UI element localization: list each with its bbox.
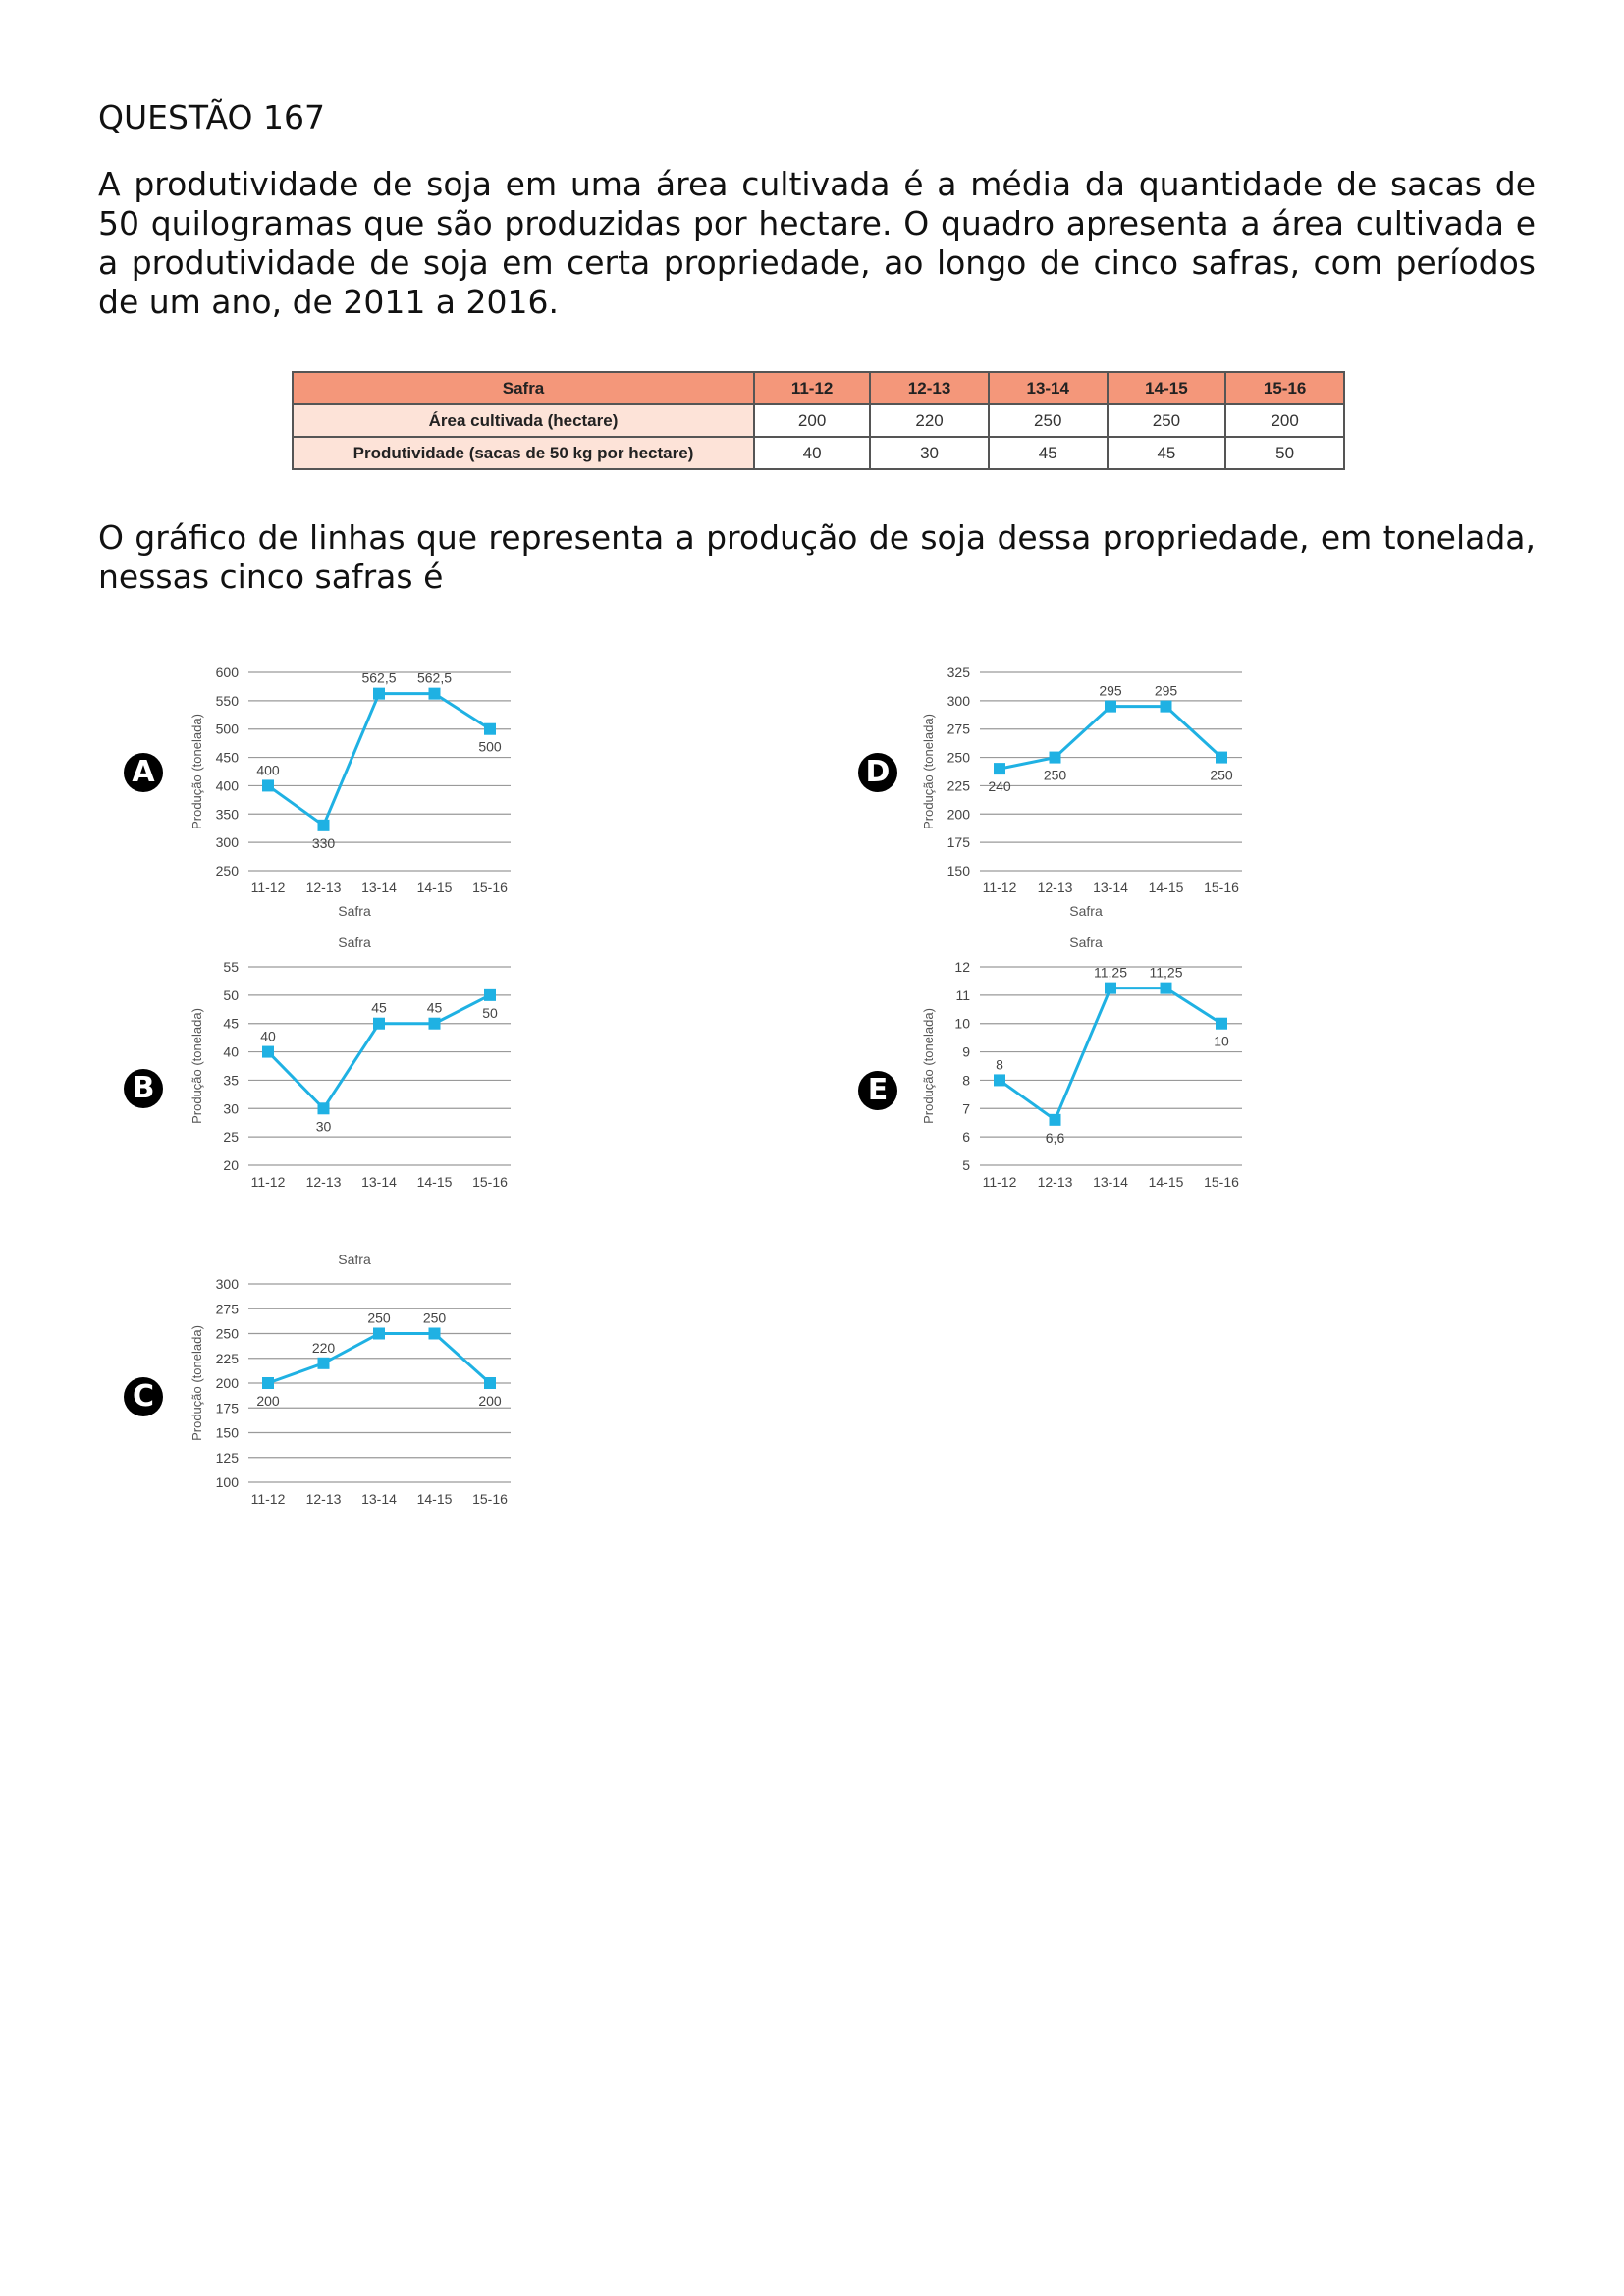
y-tick-label: 250: [215, 863, 239, 879]
data-point: [318, 1358, 330, 1369]
x-tick-label: 11-12: [250, 1491, 286, 1507]
y-axis-label: Produção (tonelada): [921, 1008, 936, 1124]
y-tick-label: 400: [215, 777, 239, 794]
y-axis-label: Produção (tonelada): [921, 714, 936, 829]
y-tick-label: 11: [955, 987, 970, 1003]
x-tick-label: 12-13: [1037, 880, 1073, 895]
data-label: 500: [478, 738, 502, 755]
x-tick-label: 14-15: [416, 1491, 453, 1507]
data-point: [373, 688, 385, 700]
data-table: [292, 371, 1345, 470]
data-point: [484, 1377, 496, 1389]
data-point: [1105, 701, 1116, 713]
x-tick-label: 13-14: [1093, 1174, 1128, 1190]
y-tick-label: 275: [215, 1301, 239, 1317]
table-row: [293, 437, 1344, 469]
row-label-area: Área cultivada (hectare): [293, 404, 754, 437]
x-tick-label: 15-16: [1204, 880, 1239, 895]
data-label: 295: [1099, 682, 1122, 699]
data-label: 220: [311, 1339, 336, 1356]
row-label-productivity: Produtividade (sacas de 50 kg por hectare): [293, 437, 754, 469]
table-header-cell: 11-12: [754, 372, 870, 404]
x-tick-label: 11-12: [250, 1174, 286, 1190]
table-cell: 200: [1225, 404, 1344, 437]
y-tick-label: 500: [215, 721, 239, 737]
chart-top-label: Safra: [338, 1255, 371, 1267]
y-tick-label: 275: [947, 721, 970, 737]
x-tick-label: 13-14: [361, 1491, 397, 1507]
y-tick-label: 9: [962, 1043, 970, 1060]
table-cell: 40: [754, 437, 870, 469]
option-d-badge[interactable]: D: [858, 753, 897, 792]
question-text: A produtividade de soja em uma área cultivada é a média da quantidade de sacas de 50 quilogramas que são produzidas por hectare. O quadro apresenta a área cultivada e a produtividade de soja em certa propriedade, ao longo de cinco safras, com períodos de um ano, de 2011 a 2016.: [98, 165, 1536, 321]
table-cell: 45: [1108, 437, 1226, 469]
table-header-cell: 12-13: [870, 372, 989, 404]
table-cell: 250: [1108, 404, 1226, 437]
data-label: 200: [256, 1393, 280, 1409]
x-tick-label: 14-15: [1148, 1174, 1184, 1190]
series-line: [1000, 988, 1221, 1120]
y-axis-label: Produção (tonelada): [189, 714, 204, 829]
y-tick-label: 350: [215, 806, 239, 823]
table-header-cell: 13-14: [989, 372, 1108, 404]
table-cell: 30: [870, 437, 989, 469]
y-tick-label: 225: [215, 1350, 239, 1366]
y-tick-label: 125: [215, 1449, 239, 1466]
question-prompt: O gráfico de linhas que representa a produção de soja dessa propriedade, em tonelada, nessas cinco safras é: [98, 518, 1536, 596]
y-tick-label: 175: [215, 1400, 239, 1416]
x-tick-label: 15-16: [1204, 1174, 1239, 1190]
data-label: 11,25: [1094, 964, 1127, 981]
x-tick-label: 12-13: [1037, 1174, 1073, 1190]
y-tick-label: 25: [223, 1129, 239, 1146]
data-label: 10: [1214, 1033, 1229, 1049]
x-tick-label: 12-13: [305, 880, 342, 895]
chart-option-c[interactable]: [182, 1255, 535, 1539]
y-tick-label: 150: [215, 1424, 239, 1441]
y-tick-label: 40: [223, 1043, 239, 1060]
y-tick-label: 450: [215, 749, 239, 766]
option-e-badge[interactable]: E: [858, 1071, 897, 1110]
table-row: [293, 404, 1344, 437]
y-tick-label: 8: [962, 1072, 970, 1089]
x-tick-label: 12-13: [305, 1174, 342, 1190]
data-point: [1050, 1114, 1061, 1126]
y-tick-label: 5: [962, 1157, 970, 1173]
y-axis-label: Produção (tonelada): [189, 1008, 204, 1124]
y-tick-label: 35: [223, 1072, 239, 1089]
x-tick-label: 11-12: [250, 880, 286, 895]
y-tick-label: 300: [215, 834, 239, 851]
data-label: 250: [1043, 767, 1067, 783]
chart-top-label: Safra: [1069, 937, 1103, 950]
table-header-cell: Safra: [293, 372, 754, 404]
chart-top-label: Safra: [338, 937, 371, 950]
data-label: 250: [1210, 767, 1233, 783]
y-tick-label: 100: [215, 1474, 239, 1490]
series-line: [1000, 707, 1221, 769]
y-tick-label: 250: [215, 1325, 239, 1342]
y-tick-label: 12: [954, 959, 970, 975]
data-point: [262, 1377, 274, 1389]
data-point: [262, 1046, 274, 1058]
data-point: [373, 1328, 385, 1340]
data-label: 30: [315, 1118, 332, 1135]
data-point: [318, 820, 330, 831]
x-tick-label: 14-15: [1148, 880, 1184, 895]
data-label: 562,5: [416, 669, 453, 686]
data-point: [1161, 983, 1172, 994]
x-tick-label: 13-14: [361, 1174, 397, 1190]
table-cell: 45: [989, 437, 1108, 469]
x-axis-label: Safra: [338, 903, 371, 919]
data-point: [262, 779, 274, 791]
x-tick-label: 13-14: [1093, 880, 1128, 895]
y-tick-label: 225: [947, 777, 970, 794]
y-tick-label: 200: [215, 1375, 239, 1391]
x-tick-label: 15-16: [472, 880, 508, 895]
data-point: [1105, 983, 1116, 994]
x-tick-label: 14-15: [416, 1174, 453, 1190]
chart-option-d[interactable]: [913, 643, 1267, 928]
x-tick-label: 12-13: [305, 1491, 342, 1507]
y-tick-label: 45: [223, 1015, 239, 1032]
y-tick-label: 175: [947, 834, 970, 851]
y-tick-label: 30: [223, 1100, 239, 1117]
x-axis-label: Safra: [1069, 903, 1103, 919]
y-tick-label: 6: [962, 1129, 970, 1146]
data-point: [373, 1018, 385, 1030]
y-tick-label: 10: [954, 1015, 970, 1032]
y-tick-label: 150: [947, 863, 970, 879]
x-tick-label: 13-14: [361, 880, 397, 895]
data-label: 40: [260, 1028, 276, 1044]
chart-option-b[interactable]: [182, 937, 535, 1222]
data-label: 330: [311, 834, 336, 851]
y-tick-label: 7: [962, 1100, 970, 1117]
data-label: 250: [422, 1309, 447, 1326]
option-b-badge[interactable]: B: [124, 1069, 163, 1108]
x-tick-label: 15-16: [472, 1491, 508, 1507]
y-tick-label: 250: [947, 749, 970, 766]
question-title: QUESTÃO 167: [98, 98, 325, 136]
data-point: [318, 1102, 330, 1114]
y-tick-label: 600: [215, 665, 239, 680]
data-label: 200: [478, 1393, 502, 1409]
series-line: [268, 694, 490, 826]
data-label: 50: [482, 1004, 498, 1021]
table-header-cell: 15-16: [1225, 372, 1344, 404]
y-tick-label: 55: [223, 959, 239, 975]
y-tick-label: 550: [215, 692, 239, 709]
x-tick-label: 15-16: [472, 1174, 508, 1190]
y-tick-label: 50: [223, 987, 239, 1003]
data-point: [429, 1328, 441, 1340]
data-point: [1050, 752, 1061, 764]
table-cell: 220: [870, 404, 989, 437]
data-label: 45: [426, 999, 443, 1016]
y-tick-label: 20: [223, 1157, 239, 1173]
y-tick-label: 325: [947, 665, 970, 680]
data-label: 400: [256, 762, 280, 778]
x-tick-label: 14-15: [416, 880, 453, 895]
data-label: 6,6: [1045, 1129, 1065, 1146]
data-point: [1216, 1018, 1227, 1030]
data-point: [994, 1074, 1005, 1086]
table-header-row: [293, 372, 1344, 404]
table-cell: 250: [989, 404, 1108, 437]
data-label: 562,5: [361, 669, 397, 686]
data-label: 8: [996, 1056, 1003, 1073]
data-label: 11,25: [1149, 964, 1183, 981]
table-header-cell: 14-15: [1108, 372, 1226, 404]
table-cell: 50: [1225, 437, 1344, 469]
chart-option-a[interactable]: [182, 643, 535, 928]
y-tick-label: 300: [215, 1276, 239, 1292]
x-tick-label: 11-12: [982, 880, 1017, 895]
data-point: [484, 989, 496, 1001]
option-a-badge[interactable]: A: [124, 753, 163, 792]
data-point: [994, 763, 1005, 774]
chart-option-e[interactable]: [913, 937, 1267, 1222]
data-point: [484, 723, 496, 735]
y-tick-label: 200: [947, 806, 970, 823]
data-label: 250: [367, 1309, 391, 1326]
data-point: [1216, 752, 1227, 764]
data-label: 45: [371, 999, 387, 1016]
y-axis-label: Produção (tonelada): [189, 1325, 204, 1441]
data-point: [429, 1018, 441, 1030]
y-tick-label: 300: [947, 692, 970, 709]
x-tick-label: 11-12: [982, 1174, 1017, 1190]
table-cell: 200: [754, 404, 870, 437]
data-label: 240: [988, 778, 1011, 795]
data-point: [429, 688, 441, 700]
data-point: [1161, 701, 1172, 713]
option-c-badge[interactable]: C: [124, 1377, 163, 1416]
data-label: 295: [1154, 682, 1178, 699]
